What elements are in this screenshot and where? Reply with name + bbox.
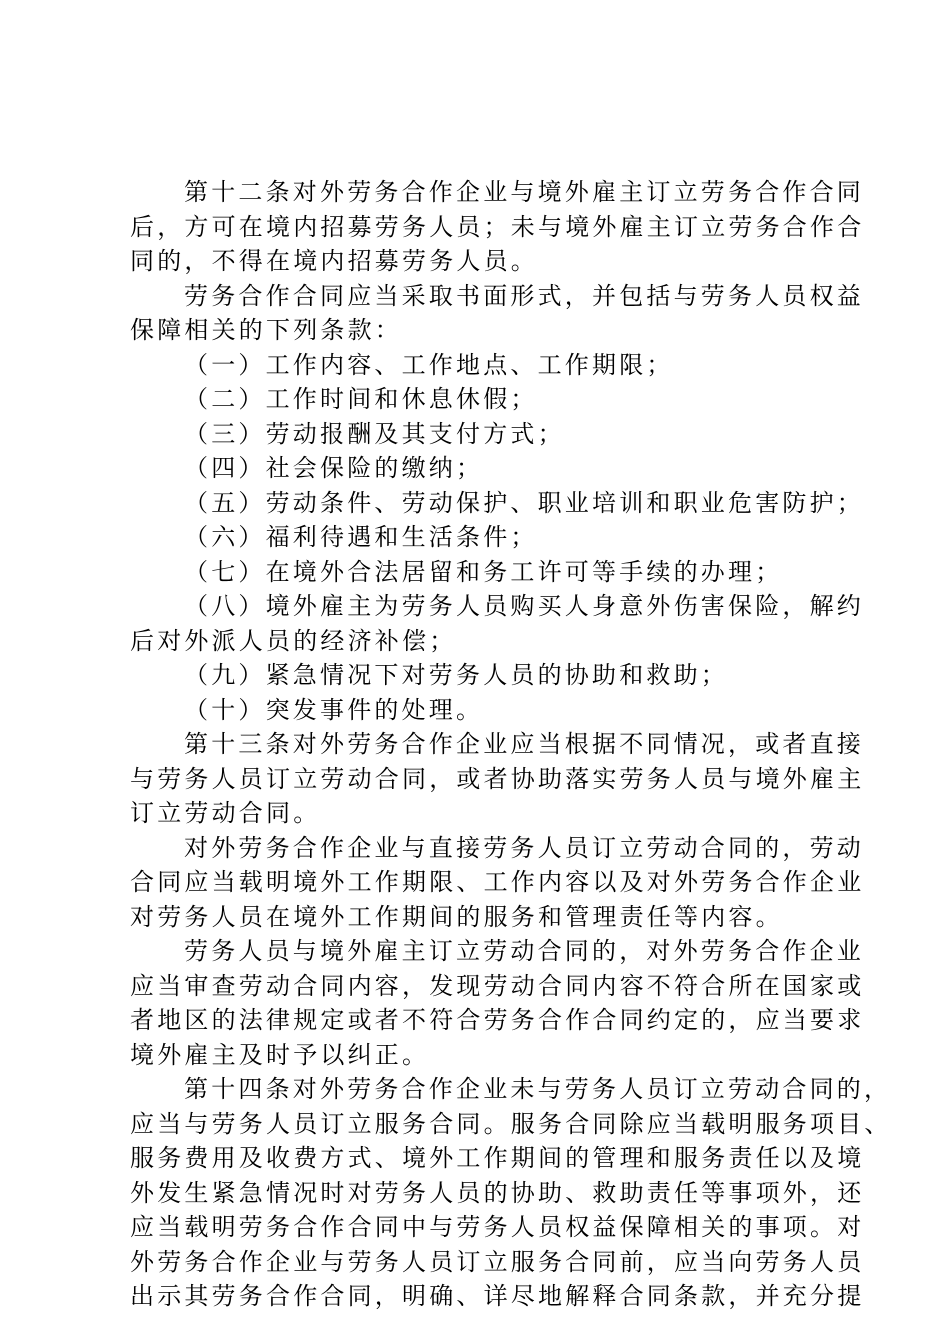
- text-line: 劳务合作合同应当采取书面形式，并包括与劳务人员权益: [184, 281, 864, 310]
- text-line: 合同应当载明境外工作期限、工作内容以及对外劳务合作企业: [130, 868, 865, 896]
- text-line: 同的，不得在境内招募劳务人员。: [130, 247, 538, 275]
- text-line: 对外劳务合作企业与直接劳务人员订立劳动合同的，劳动: [184, 833, 864, 862]
- text-line: 后对外派人员的经济补偿；: [130, 626, 457, 655]
- text-line: 应当载明劳务合作合同中与劳务人员权益保障相关的事项。对: [130, 1213, 865, 1241]
- text-line: 第十二条对外劳务合作企业与境外雇主订立劳务合作合同: [184, 178, 864, 206]
- text-line: 劳务人员与境外雇主订立劳动合同的，对外劳务合作企业: [184, 937, 864, 965]
- text-line: （五）劳动条件、劳动保护、职业培训和职业危害防护；: [184, 488, 864, 517]
- text-line: （二）工作时间和休息休假；: [184, 385, 538, 413]
- text-line: （七）在境外合法居留和务工许可等手续的办理；: [184, 557, 783, 586]
- document-body: [130, 175, 892, 1314]
- text-line: 外发生紧急情况时对劳务人员的协助、救助责任等事项外，还: [130, 1178, 865, 1207]
- text-line: （一）工作内容、工作地点、工作期限；: [184, 350, 674, 379]
- text-line: （十）突发事件的处理。: [184, 695, 484, 724]
- text-line: 者地区的法律规定或者不符合劳务合作合同约定的，应当要求: [130, 1006, 865, 1034]
- text-line: 境外雇主及时予以纠正。: [130, 1040, 430, 1069]
- text-line: 第十三条对外劳务合作企业应当根据不同情况，或者直接: [184, 730, 864, 758]
- text-line: 订立劳动合同。: [130, 799, 321, 827]
- text-line: （六）福利待遇和生活条件；: [184, 523, 538, 551]
- text-line: （九）紧急情况下对劳务人员的协助和救助；: [184, 661, 728, 689]
- text-line: 应当与劳务人员订立服务合同。服务合同除应当载明服务项目、: [130, 1109, 892, 1138]
- text-line: 与劳务人员订立劳动合同，或者协助落实劳务人员与境外雇主: [130, 764, 865, 793]
- text-line: （八）境外雇主为劳务人员购买人身意外伤害保险，解约: [184, 592, 864, 620]
- text-line: （四）社会保险的缴纳；: [184, 454, 484, 482]
- text-line: 应当审查劳动合同内容，发现劳动合同内容不符合所在国家或: [130, 971, 865, 1000]
- text-line: 后，方可在境内招募劳务人员；未与境外雇主订立劳务合作合: [130, 212, 865, 241]
- text-line: 保障相关的下列条款：: [130, 316, 402, 344]
- text-line: 第十四条对外劳务合作企业未与劳务人员订立劳动合同的，: [184, 1075, 892, 1103]
- text-line: 出示其劳务合作合同，明确、详尽地解释合同条款，并充分提: [130, 1282, 865, 1310]
- text-line: 服务费用及收费方式、境外工作期间的管理和服务责任以及境: [130, 1144, 865, 1172]
- text-line: 外劳务合作企业与劳务人员订立服务合同前，应当向劳务人员: [130, 1247, 865, 1276]
- text-line: （三）劳动报酬及其支付方式；: [184, 419, 565, 448]
- text-line: 对劳务人员在境外工作期间的服务和管理责任等内容。: [130, 902, 783, 931]
